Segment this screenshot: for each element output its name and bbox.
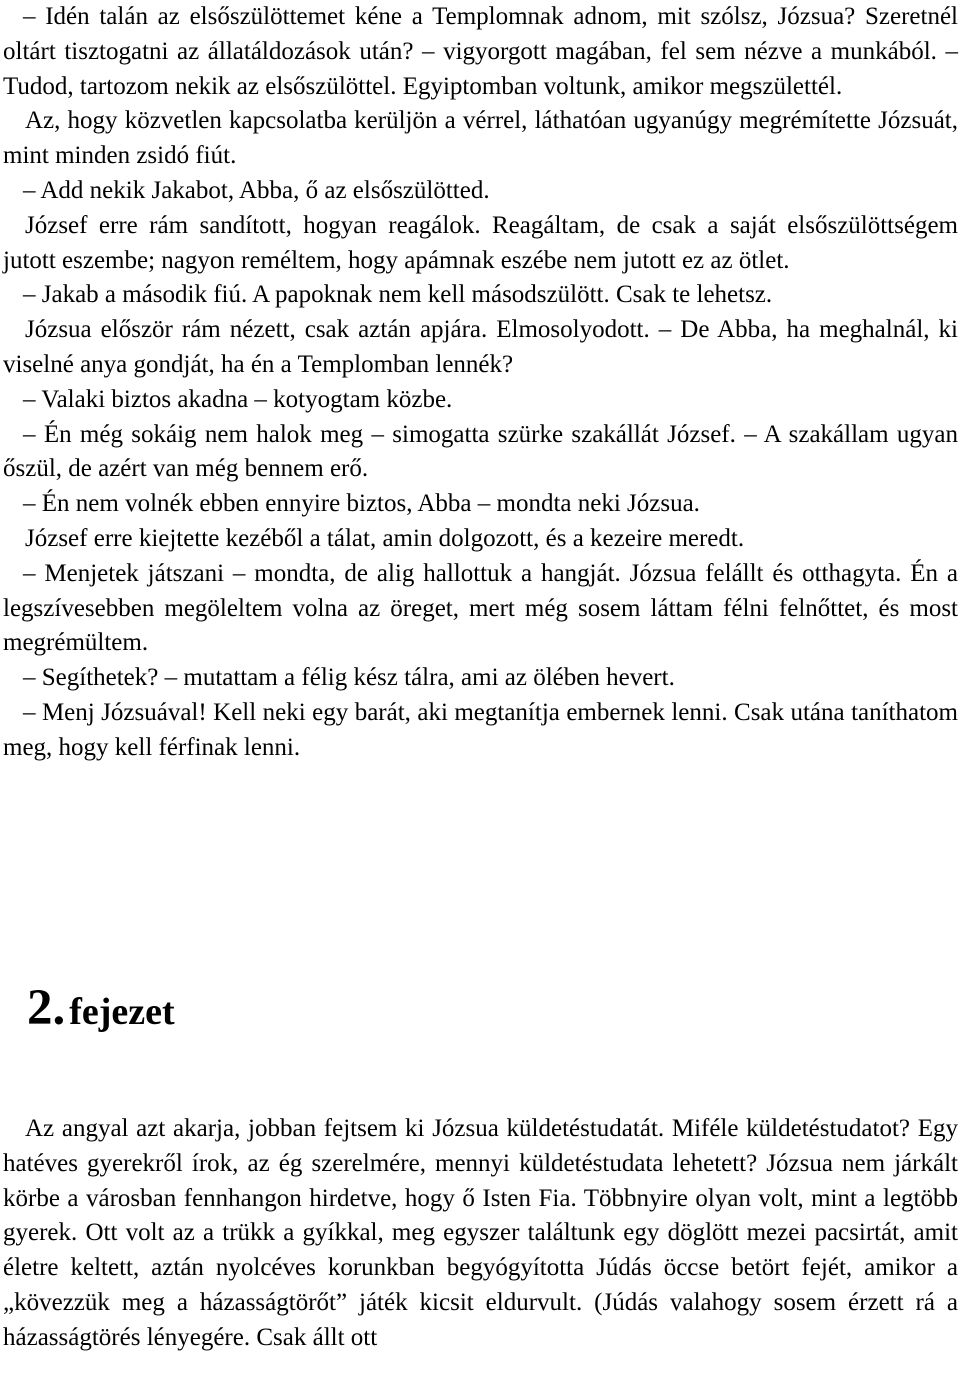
paragraph-12: – Segíthetek? – mutattam a félig kész tálra, ami az ölében hevert. — [23, 664, 675, 692]
paragraph-8: – Én még sokáig nem halok meg – simogatta szürke szakállát József. – A szakállam ugyan őszül, de azért van még bennem erő. — [3, 420, 958, 483]
paragraph-7: – Valaki biztos akadna – kotyogtam közbe. — [23, 385, 453, 413]
paragraph-4: József erre rám sandított, hogyan reagálok. Reagáltam, de csak a saját elsőszülöttségem jutott eszembe; nagyon reméltem, hogy apámnak eszébe nem jutott ez az ötlet. — [3, 211, 958, 274]
paragraph-11: – Menjetek játszani – mondta, de alig hallottuk a hangját. Józsua felállt és otthagyta. Én a legszívesebben megöleltem volna az öreget, mert még sosem láttam félni felnőttet, és most megrémültem. — [3, 559, 958, 657]
paragraph-6: Józsua először rám nézett, csak aztán apjára. Elmosolyodott. – De Abba, ha meghalnál, ki viselné anya gondját, ha én a Templomban lennék? — [3, 316, 958, 378]
chapter-word: fejezet — [69, 991, 175, 1033]
story-text-block — [3, 0, 958, 766]
paragraph-2: Az, hogy közvetlen kapcsolatba kerüljön a vérrel, láthatóan ugyanúgy megrémítette Józsuát, mint minden zsidó fiút. — [3, 107, 958, 170]
paragraph-3: – Add nekik Jakabot, Abba, ő az elsőszülötted. — [23, 176, 490, 204]
chapter-text-block — [3, 1112, 958, 1356]
paragraph-10: József erre kiejtette kezéből a tálat, amin dolgozott, és a kezeire meredt. — [25, 524, 745, 552]
paragraph-13: – Menj Józsuával! Kell neki egy barát, aki megtanítja embernek lenni. Csak utána taníthatom meg, hogy kell férfinak lenni. — [3, 698, 958, 761]
chapter-heading — [27, 978, 175, 1042]
chapter-paragraph-1: Az angyal azt akarja, jobban fejtsem ki Józsua küldetéstudatát. Miféle küldetéstudatot? Egy hatéves gyerekről írok, az ég szerelmére, mennyi küldetéstudata lehetett? Józsua nem járkált körbe a városban fennhangon hirdetve, hogy ő Isten Fia. Többnyire olyan volt, mint a legtöbb gyerek. Ott volt az a trükk a gyíkkal, meg egyszer találtunk egy döglött mezei pacsirtát, amit életre keltett, aztán nyolcéves korunkban begyógyította Júdás öccse betört fejét, amikor a „kövezzük meg a házasságtörőt” játék kicsit eldurvult. (Júdás valahogy sosem érzett rá a házasságtörés lényegére. Csak állt ott — [3, 1115, 958, 1351]
chapter-number: 2. — [27, 980, 66, 1036]
paragraph-9: – Én nem volnék ebben ennyire biztos, Abba – mondta neki Józsua. — [23, 490, 700, 518]
paragraph-1: – Idén talán az elsőszülöttemet kéne a Templomnak adnom, mit szólsz, Józsua? Szeretnél oltárt tisztogatni az állatáldozások után? – vigyorgott magában, fel sem nézve a munkából. – Tudod, tartozom nekik az elsőszülöttel. Egyiptomban voltunk, amikor megszülettél. — [3, 3, 958, 100]
paragraph-5: – Jakab a második fiú. A papoknak nem kell másodszülött. Csak te lehetsz. — [23, 281, 773, 309]
